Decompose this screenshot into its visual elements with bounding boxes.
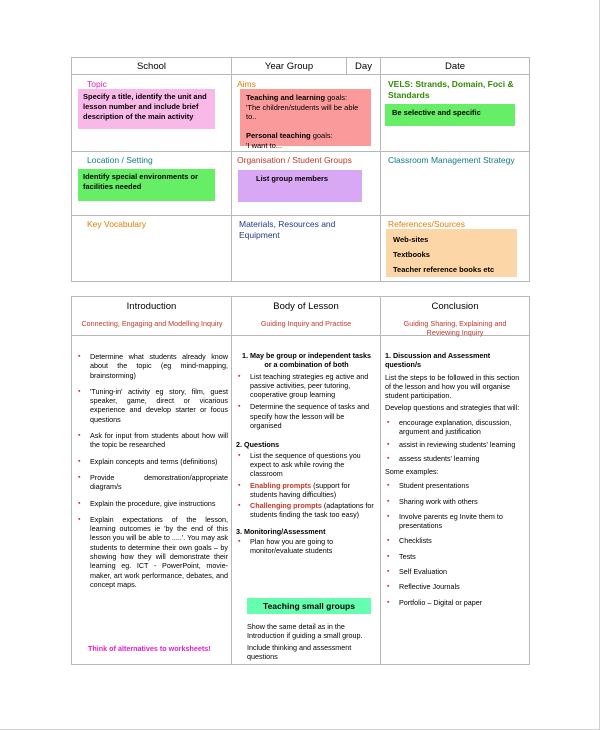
reference-item: Teacher reference books etc: [393, 265, 495, 274]
conclusion-item: ▪ assist in reviewing students' learning: [385, 440, 525, 449]
body-s3-item: ▪ Plan how you are going to monitor/evaluate students: [236, 537, 377, 556]
reference-item: Textbooks: [393, 250, 430, 259]
example-item: ▪ Portfolio – Digital or paper: [385, 598, 525, 607]
example-item: ▪ Self Evaluation: [385, 567, 525, 576]
aims-label: Aims: [237, 79, 256, 89]
teaching-small-groups-badge: Teaching small groups: [247, 598, 371, 614]
body-s1-heading: 1. May be group or independent tasks or a combination of both: [242, 351, 371, 370]
aims-note: [240, 89, 371, 150]
intro-item: ▪ Explain concepts and terms (definitions): [76, 457, 228, 466]
conclusion-content: [385, 351, 525, 613]
body-subtitle: Guiding Inquiry and Practise: [260, 319, 352, 328]
enabling-prompts-text: (support for students having difficulties): [250, 480, 350, 499]
intro-item: ▪ Explain the procedure, give instructions: [76, 499, 228, 508]
conclusion-subtitle: Guiding Sharing, Explaining and Reviewing Inquiry: [403, 319, 507, 338]
body-s2-heading: 2. Questions: [236, 440, 280, 450]
example-item: ▪ Involve parents eg Invite them to presentations: [385, 512, 525, 531]
body-content: [236, 351, 377, 563]
aims-teaching-label: Teaching and learning: [246, 93, 326, 102]
challenging-prompts-label: Challenging prompts: [250, 501, 322, 511]
references-label: References/Sources: [388, 219, 466, 229]
intro-item: ▪ 'Tuning-in' activity eg story, film, guest speaker, game, direct or vicarious experience and develop starter or focus questions: [76, 387, 228, 424]
intro-list-wrap: [76, 352, 228, 596]
location-note: Identify special environments or facilities needed: [78, 169, 215, 201]
intro-item: ▪ Explain expectations of the lesson, learning outcomes ie 'by the end of this lesson you will be able to .....'. You may ask students to determine their own goals – by showing how they will demonstrate their learning eg. ICT - PowerPoint, movie-maker, art work performance, debates, and concept maps.: [76, 515, 228, 589]
intro-item: ▪ Determine what students already know about the topic (eg mind-mapping, brainstorming): [76, 352, 228, 380]
example-item: ▪ Tests: [385, 552, 525, 561]
aims-personal-label: Personal teaching: [246, 131, 311, 140]
body-s1-item: ▪ List teaching strategies eg active and passive activities, peer tutoring, cooperative group learning: [236, 372, 377, 400]
conclusion-s1-heading: 1. Discussion and Assessment question/s: [385, 351, 491, 370]
conclusion-item: ▪ assess students' learning: [385, 454, 525, 463]
classroom-label: Classroom Management Strategy: [388, 155, 515, 165]
intro-title: Introduction: [126, 301, 177, 312]
materials-label: Materials, Resources and Equipment: [239, 219, 336, 240]
conclusion-p2: Develop questions and strategies that will:: [385, 403, 520, 413]
body-after-1: Show the same detail as in the Introduction if guiding a small group.: [247, 622, 363, 641]
vels-note: Be selective and specific: [385, 104, 515, 126]
header-school: School: [136, 61, 167, 72]
conclusion-p3: Some examples:: [385, 466, 439, 476]
organisation-note: List group members: [238, 170, 362, 202]
aims-teaching-suffix: goals:: [325, 93, 348, 102]
conclusion-item: ▪ encourage explanation, discussion, argument and justification: [385, 418, 525, 437]
example-item: ▪ Sharing work with others: [385, 497, 525, 506]
body-after-2: Include thinking and assessment questions: [247, 643, 352, 662]
body-s2-item: [236, 481, 377, 500]
aims-teaching-quote: 'The children/students will be able to..: [246, 102, 359, 121]
header-year-group: Year Group: [264, 61, 314, 72]
example-item: ▪ Reflective Journals: [385, 582, 525, 591]
conclusion-p1: List the steps to be followed in this section of the lesson and how you will organise student participation.: [385, 372, 520, 401]
location-label: Location / Setting: [87, 155, 153, 165]
body-s1-item: ▪ Determine the sequence of tasks and specify how the lesson will be organised: [236, 402, 377, 430]
references-note: [386, 229, 517, 277]
conclusion-title: Conclusion: [431, 301, 479, 312]
intro-item: ▪ Ask for input from students about how will the topic be researched: [76, 431, 228, 450]
example-item: ▪ Checklists: [385, 536, 525, 545]
aims-personal-suffix: goals:: [310, 131, 333, 140]
enabling-prompts-label: Enabling prompts: [250, 480, 312, 490]
vels-label: VELS: Strands, Domain, Foci & Standards: [388, 79, 514, 100]
body-title: Body of Lesson: [273, 301, 339, 312]
intro-subtitle: Connecting, Engaging and Modelling Inquiry: [81, 319, 223, 328]
intro-item: ▪ Provide demonstration/appropriate diagram/s: [76, 473, 228, 492]
header-day: Day: [355, 61, 372, 72]
topic-label: Topic: [87, 79, 107, 89]
aims-personal-quote: 'I want to...: [246, 140, 283, 150]
topic-note: Specify a title, identify the unit and lesson number and include brief description of the main activity: [78, 89, 215, 129]
example-item: ▪ Student presentations: [385, 481, 525, 490]
header-date: Date: [444, 61, 466, 72]
organisation-label: Organisation / Student Groups: [237, 155, 352, 165]
reference-item: Web-sites: [393, 235, 429, 244]
vocab-label: Key Vocabulary: [87, 219, 147, 229]
body-s2-item: [236, 501, 377, 520]
body-s2-item: ▪ List the sequence of questions you expect to ask while roving the classroom: [236, 451, 377, 479]
challenging-prompts-text: (adaptations for students finding the task too easy): [250, 501, 374, 520]
intro-footer: Think of alternatives to worksheets!: [88, 644, 211, 653]
body-s3-heading: 3. Monitoring/Assessment: [236, 526, 326, 536]
